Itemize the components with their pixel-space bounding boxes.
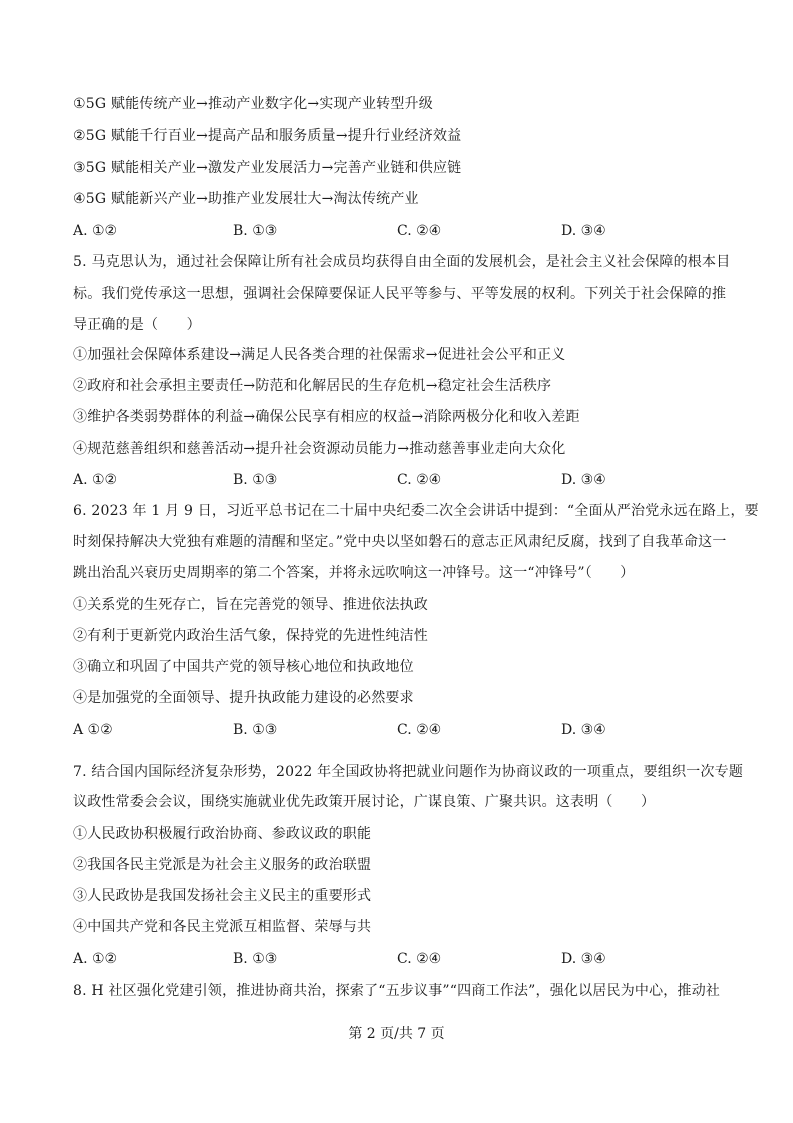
q7-option-c: C. ②④	[397, 951, 442, 967]
q5-item-4: ④规范慈善组织和慈善活动→提升社会资源动员能力→推动慈善事业走向大众化	[73, 441, 566, 457]
q5-option-a: A. ①②	[73, 472, 118, 488]
q4-item-2: ②5G 赋能千行百业→提高产品和服务质量→提升行业经济效益	[73, 128, 462, 144]
q7-option-d: D. ③④	[561, 951, 606, 967]
q7-stem-line-1: 7. 结合国内国际经济复杂形势，2022 年全国政协将把就业问题作为协商议政的一项重点，要组织一次专题	[73, 764, 744, 780]
q5-stem-line-1: 5. 马克思认为，通过社会保障让所有社会成员均获得自由全面的发展机会，是社会主义社会保障的根本目	[73, 254, 731, 270]
q5-item-1: ①加强社会保障体系建设→满足人民各类合理的社保需求→促进社会公平和正义	[73, 347, 566, 363]
q7-stem-line-2: 议政性常委会会议，围绕实施就业优先政策开展讨论，广谋良策、广聚共识。这表明（ ）	[73, 794, 656, 810]
q6-stem-line-1: 6. 2023 年 1 月 9 日，习近平总书记在二十届中央纪委二次全会讲话中提到：“全面从严治党永远在路上，要	[73, 503, 759, 519]
q7-item-1: ①人民政协积极履行政治协商、参政议政的职能	[73, 826, 372, 842]
q7-item-3: ③人民政协是我国发扬社会主义民主的重要形式	[73, 888, 372, 904]
q6-option-c: C. ②④	[397, 722, 442, 738]
q4-option-b: B. ①③	[233, 223, 278, 239]
q6-item-1: ①关系党的生死存亡，旨在完善党的领导、推进依法执政	[73, 597, 428, 613]
q4-option-d: D. ③④	[561, 223, 606, 239]
q6-option-d: D. ③④	[561, 722, 606, 738]
page-footer: 第 2 页/共 7 页	[348, 1026, 445, 1042]
q6-stem-line-3: 跳出治乱兴衰历史周期率的第二个答案，并将永远吹响这一冲锋号。这一“冲锋号”（ ）	[73, 565, 635, 581]
q4-item-1: ①5G 赋能传统产业→推动产业数字化→实现产业转型升级	[73, 96, 433, 112]
q4-item-4: ④5G 赋能新兴产业→助推产业发展壮大→淘汰传统产业	[73, 191, 419, 207]
q4-option-a: A. ①②	[73, 223, 118, 239]
q5-item-2: ②政府和社会承担主要责任→防范和化解居民的生存危机→稳定社会生活秩序	[73, 378, 552, 394]
q7-options	[73, 950, 723, 968]
q5-option-d: D. ③④	[561, 472, 606, 488]
q8-stem-line-1: 8. H 社区强化党建引领，推进协商共治，探索了“五步议事”“四商工作法”，强化以居民为中心，推动社	[73, 983, 721, 999]
q7-option-b: B. ①③	[233, 951, 278, 967]
q6-item-2: ②有利于更新党内政治生活气象，保持党的先进性纯洁性	[73, 628, 428, 644]
q7-item-4: ④中国共产党和各民主党派互相监督、荣辱与共	[73, 919, 372, 935]
q6-options	[73, 721, 723, 739]
q5-option-c: C. ②④	[397, 472, 442, 488]
q5-options	[73, 471, 723, 489]
q6-item-3: ③确立和巩固了中国共产党的领导核心地位和执政地位	[73, 659, 414, 675]
q4-options	[73, 222, 723, 240]
q6-stem-line-2: 时刻保持解决大党独有难题的清醒和坚定。”党中央以坚如磐石的意志正风肃纪反腐，找到了自我革命这一	[73, 534, 727, 550]
q7-item-2: ②我国各民主党派是为社会主义服务的政治联盟	[73, 857, 372, 873]
q7-option-a: A. ①②	[73, 951, 118, 967]
q6-item-4: ④是加强党的全面领导、提升执政能力建设的必然要求	[73, 690, 414, 706]
q5-stem-line-3: 导正确的是（ ）	[73, 317, 201, 333]
q6-option-a: A ①②	[73, 722, 113, 738]
q4-item-3: ③5G 赋能相关产业→激发产业发展活力→完善产业链和供应链	[73, 160, 462, 176]
q6-option-b: B. ①③	[233, 722, 278, 738]
q5-stem-line-2: 标。我们党传承这一思想，强调社会保障要保证人民平等参与、平等发展的权利。下列关于社会保障的推	[73, 286, 727, 302]
q4-option-c: C. ②④	[397, 223, 442, 239]
q5-item-3: ③维护各类弱势群体的利益→确保公民享有相应的权益→消除两极分化和收入差距	[73, 409, 580, 425]
q5-option-b: B. ①③	[233, 472, 278, 488]
